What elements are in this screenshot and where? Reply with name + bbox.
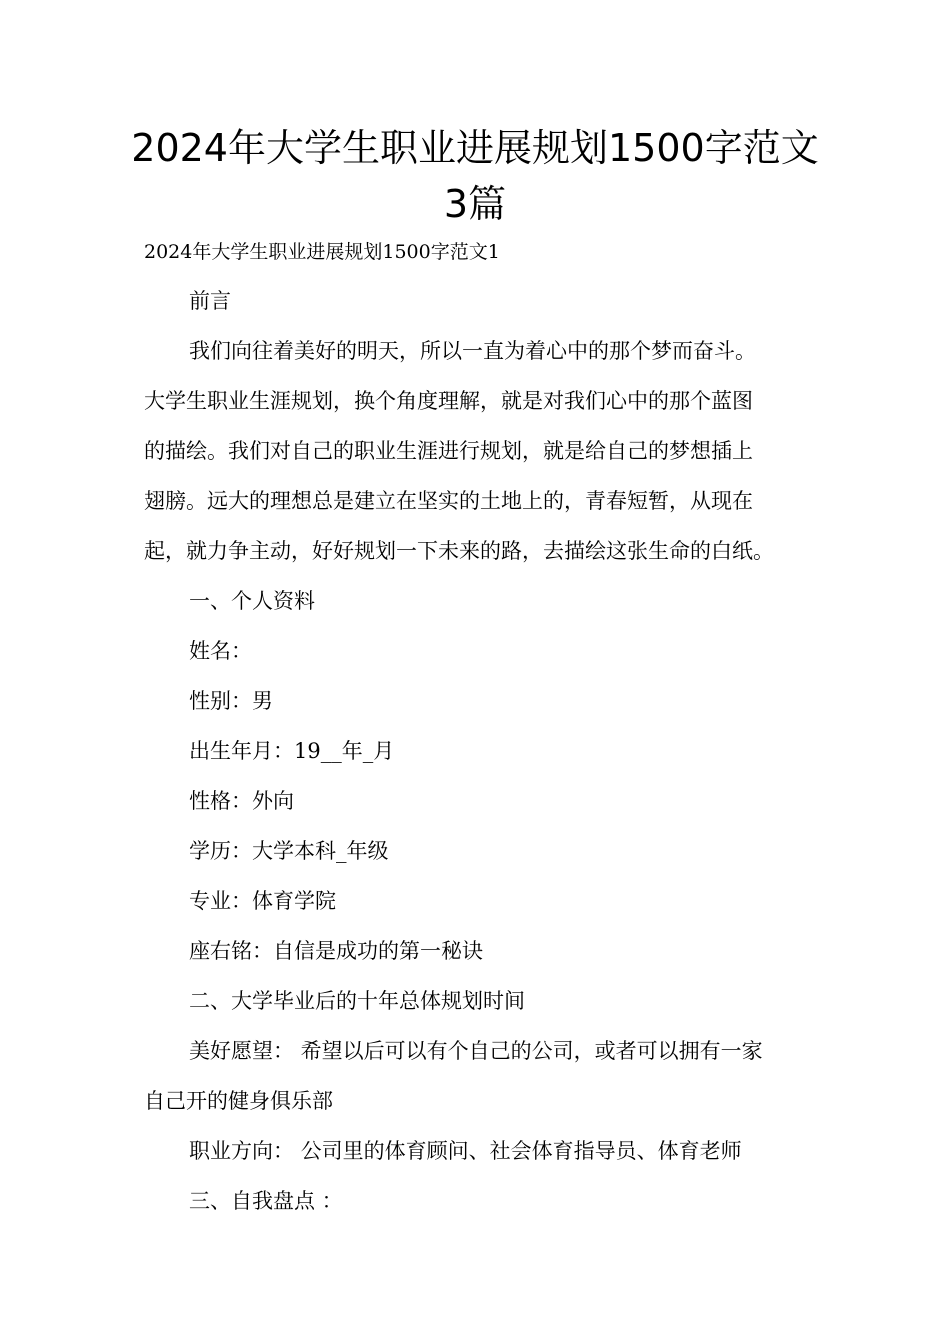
- preface-line: 大学生职业生涯规划，换个角度理解，就是对我们心中的那个蓝图: [144, 389, 753, 413]
- document-subtitle: 2024年大学生职业进展规划1500字范文1: [144, 241, 500, 263]
- preface-line: 我们向往着美好的明天，所以一直为着心中的那个梦而奋斗。: [189, 339, 756, 363]
- section-heading-personal-info: 一、个人资料: [189, 589, 315, 613]
- section-heading-self-review: 三、自我盘点 ：: [189, 1189, 343, 1213]
- wish-line: 自己开的健身俱乐部: [144, 1089, 333, 1113]
- profile-major: 专业：体育学院: [189, 889, 336, 913]
- preface-line: 的描绘。我们对自己的职业生涯进行规划，就是给自己的梦想插上: [144, 439, 753, 463]
- preface-heading: 前言: [189, 289, 231, 313]
- section-heading-ten-year-plan: 二、大学毕业后的十年总体规划时间: [189, 989, 525, 1013]
- career-direction: 职业方向： 公司里的体育顾问、社会体育指导员、体育老师: [189, 1139, 742, 1163]
- preface-line: 翅膀。远大的理想总是建立在坚实的土地上的，青春短暂，从现在: [144, 489, 753, 513]
- profile-birth-date: 出生年月：19__年_月: [189, 739, 395, 763]
- profile-motto: 座右铭：自信是成功的第一秘诀: [189, 939, 483, 963]
- preface-line: 起，就力争主动，好好规划一下未来的路，去描绘这张生命的白纸。: [144, 539, 774, 563]
- profile-personality: 性格：外向: [189, 789, 294, 813]
- wish-line: 美好愿望： 希望以后可以有个自己的公司，或者可以拥有一家: [189, 1039, 763, 1063]
- document-title: 2024年大学生职业进展规划1500字范文3篇: [131, 126, 819, 226]
- profile-gender: 性别：男: [189, 689, 273, 713]
- profile-name: 姓名：: [189, 639, 252, 663]
- profile-education: 学历：大学本科_年级: [189, 839, 389, 863]
